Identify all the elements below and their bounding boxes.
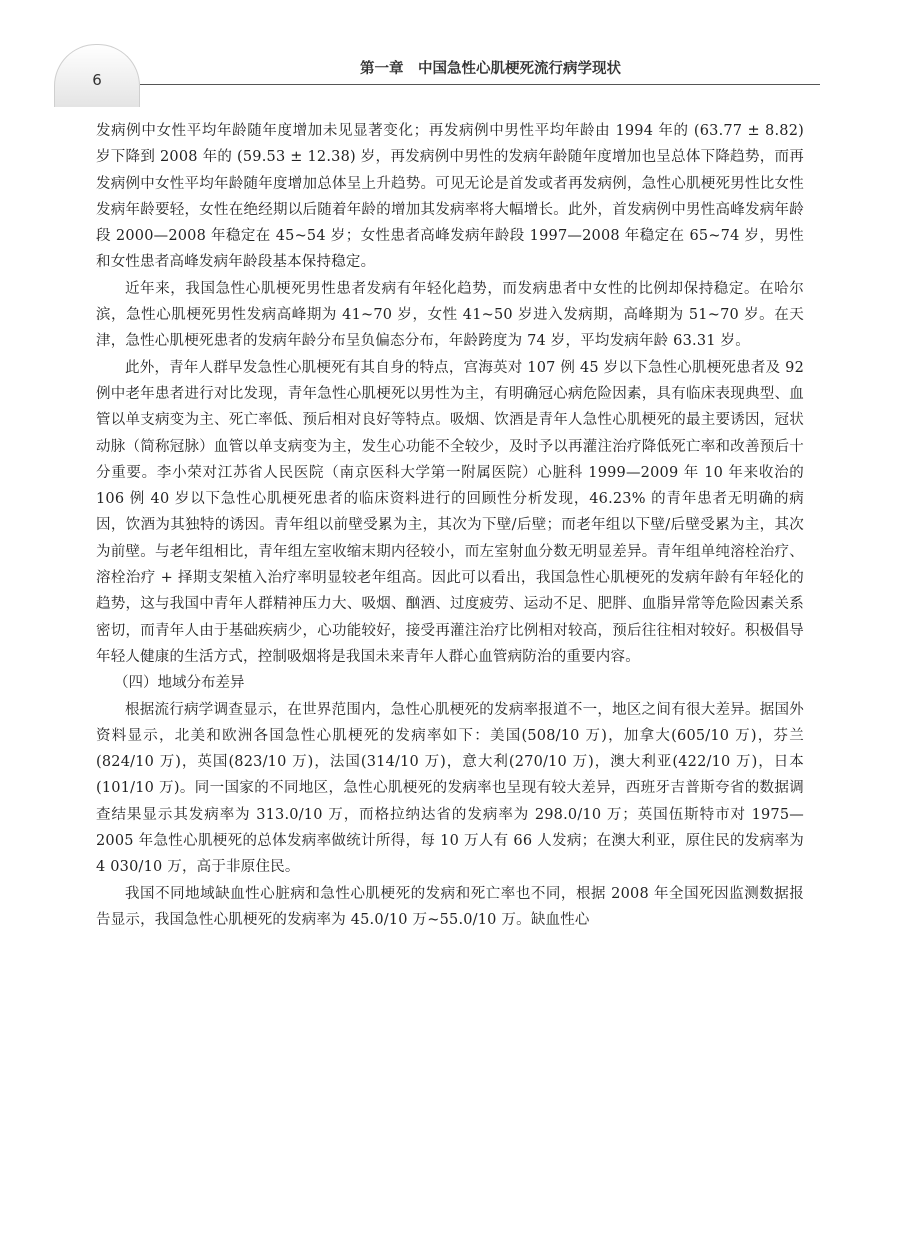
paragraph: 近年来，我国急性心肌梗死男性患者发病有年轻化趋势，而发病患者中女性的比例却保持稳定。在哈尔滨，急性心肌梗死男性发病高峰期为 41~70 岁，女性 41~50 岁进入发病期，高峰期为 51~70 岁。在天津，急性心肌梗死患者的发病年龄分布呈负偏态分布，年龄跨度为 74 岁，平均发病年龄 63.31 岁。 — [96, 280, 804, 350]
page-number-tab — [54, 44, 140, 107]
page-header — [0, 0, 900, 110]
chapter-title: 第一章 中国急性心肌梗死流行病学现状 — [360, 61, 621, 77]
section-heading: （四）地域分布差异 — [114, 675, 245, 692]
paragraph: 根据流行病学调查显示，在世界范围内，急性心肌梗死的发病率报道不一，地区之间有很大差异。据国外资料显示，北美和欧洲各国急性心肌梗死的发病率如下：美国(508/10 万)，加拿大(605/10 万)，芬兰(824/10 万)，英国(823/10 万)，法国(314/10 万)，意大利(270/10 万)，澳大利亚(422/10 万)，日本(101/10 万)。同一国家的不同地区，急性心肌梗死的发病率也呈现有较大差异，西班牙吉普斯夸省的数据调查结果显示其发病率为 313.0/10 万，而格拉纳达省的发病率为 298.0/10 万；英国伍斯特市对 1975—2005 年急性心肌梗死的总体发病率做统计所得，每 10 万人有 66 人发病；在澳大利亚，原住民的发病率为 4 030/10 万，高于非原住民。 — [96, 701, 804, 876]
paragraph: 此外，青年人群早发急性心肌梗死有其自身的特点，宫海英对 107 例 45 岁以下急性心肌梗死患者及 92 例中老年患者进行对比发现，青年急性心肌梗死以男性为主，有明确冠心病危险因素，具有临床表现典型、血管以单支病变为主、死亡率低、预后相对良好等特点。吸烟、饮酒是青年人急性心肌梗死的最主要诱因，冠状动脉（简称冠脉）血管以单支病变为主，发生心功能不全较少，及时予以再灌注治疗降低死亡率和改善预后十分重要。李小荣对江苏省人民医院（南京医科大学第一附属医院）心脏科 1999—2009 年 10 年来收治的 106 例 40 岁以下急性心肌梗死患者的临床资料进行的回顾性分析发现，46.23% 的青年患者无明确的病因，饮酒为其独特的诱因。青年组以前壁受累为主，其次为下壁/后壁；而老年组以下壁/后壁受累为主，其次为前壁。与老年组相比，青年组左室收缩末期内径较小，而左室射血分数无明显差异。青年组单纯溶栓治疗、溶栓治疗 + 择期支架植入治疗率明显较老年组高。因此可以看出，我国急性心肌梗死的发病年龄有年轻化的趋势，这与我国中青年人群精神压力大、吸烟、酗酒、过度疲劳、运动不足、肥胖、血脂异常等危险因素关系密切，而青年人由于基础疾病少，心功能较好，接受再灌注治疗比例相对较高，预后往往相对较好。积极倡导年轻人健康的生活方式，控制吸烟将是我国未来青年人群心血管病防治的重要内容。 — [96, 359, 804, 665]
body-text — [96, 118, 804, 933]
paragraph: 发病例中女性平均年龄随年度增加未见显著变化；再发病例中男性平均年龄由 1994 年的 (63.77 ± 8.82) 岁下降到 2008 年的 (59.53 ± 12.38) 岁，再发病例中男性的发病年龄随年度增加也呈总体下降趋势，而再发病例中女性平均年龄随年度增加总体呈上升趋势。可见无论是首发或者再发病例，急性心肌梗死男性比女性发病年龄要轻，女性在绝经期以后随着年龄的增加其发病率将大幅增长。此外，首发病例中男性高峰发病年龄段 2000—2008 年稳定在 45~54 岁；女性患者高峰发病年龄段 1997—2008 年稳定在 65~74 岁，男性和女性患者高峰发病年龄段基本保持稳定。 — [96, 123, 804, 271]
header-rule — [140, 84, 820, 85]
page-number: 6 — [92, 71, 102, 89]
paragraph: 我国不同地域缺血性心脏病和急性心肌梗死的发病和死亡率也不同，根据 2008 年全国死因监测数据报告显示，我国急性心肌梗死的发病率为 45.0/10 万~55.0/10 万。缺血性心 — [96, 885, 804, 928]
